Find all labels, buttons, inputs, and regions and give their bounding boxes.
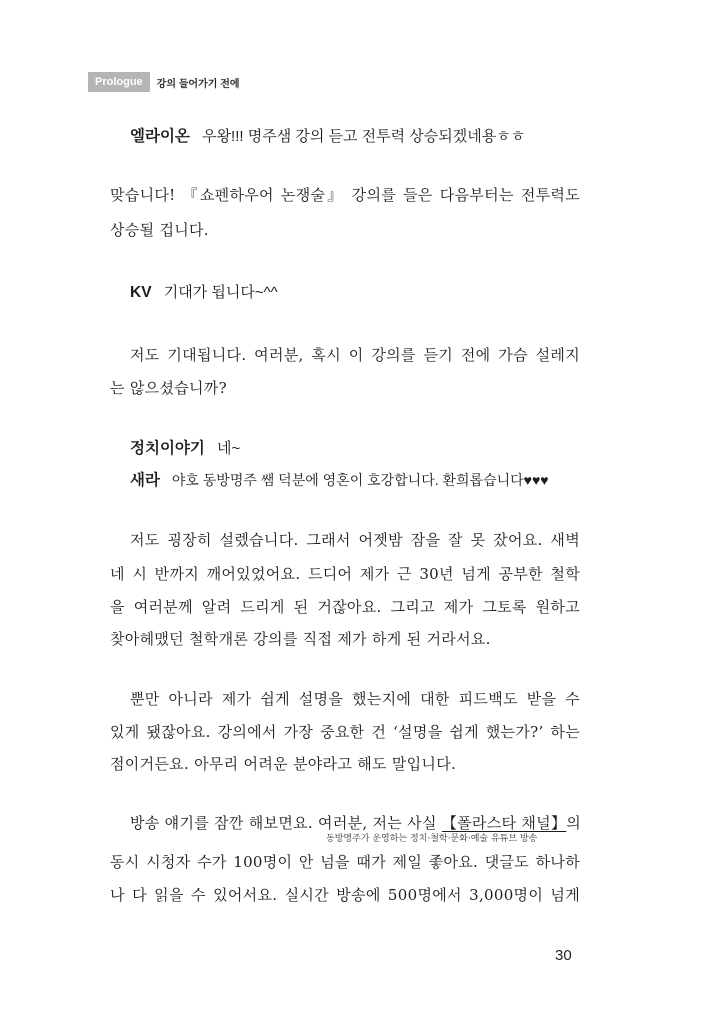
speaker-name: 정치이야기 [130, 440, 205, 457]
speaker-name: KV [130, 284, 152, 301]
paragraph-line: 뿐만 아니라 제가 쉽게 설명을 했는지에 대한 피드백도 받을 수 [130, 690, 580, 708]
paragraph-line: 찾아헤맸던 철학개론 강의를 직접 제가 하게 된 거라서요. [110, 630, 491, 648]
dialog-text: 기대가 됩니다~^^ [163, 284, 278, 301]
chapter-title: 강의 들어가기 전에 [156, 78, 240, 90]
paragraph-line: 나 다 읽을 수 있어서요. 실시간 방송에 500명에서 3,000명이 넘게 [110, 886, 580, 904]
gloss-note: 동방명주가 운영하는 정치·철학·문화·예술 유튜브 방송 [326, 834, 538, 844]
paragraph-line [130, 812, 580, 833]
paragraph-line: 상승될 겁니다. [110, 221, 209, 239]
paragraph-line: 있게 됐잖아요. 강의에서 가장 중요한 건 ‘설명을 쉽게 했는가?’ 하는 [110, 723, 580, 741]
paragraph-line: 점이거든요. 아무리 어려운 분야라고 해도 말입니다. [110, 755, 457, 773]
text-run: 의 [566, 814, 582, 832]
paragraph-line: 저도 기대됩니다. 여러분, 혹시 이 강의를 듣기 전에 가슴 설레지 [130, 346, 580, 364]
paragraph-line: 맞습니다! 『쇼펜하우어 논쟁술』 강의를 들은 다음부터는 전투력도 [110, 186, 580, 204]
dialog-text: 네~ [217, 440, 241, 457]
dialog-text: 야호 동방명주 쌤 덕분에 영혼이 호강합니다. 환희롭습니다♥♥♥ [171, 472, 549, 488]
paragraph-line: 저도 굉장히 설렜습니다. 그래서 어젯밤 잠을 잘 못 잤어요. 새벽 [130, 531, 580, 549]
dialog-line [130, 436, 240, 458]
speaker-name: 엘라이온 [130, 128, 190, 145]
channel-name: 【폴라스타 채널】 [441, 814, 567, 832]
paragraph-line: 는 않으셨습니까? [110, 379, 227, 397]
paragraph-line: 을 여러분께 알려 드리게 된 거잖아요. 그리고 제가 그토록 원하고 [110, 598, 580, 616]
section-tag: Prologue [88, 72, 150, 92]
dialog-line [130, 281, 278, 302]
dialog-line [130, 468, 549, 490]
dialog-text: 우왕!!! 명주샘 강의 듣고 전투력 상승되겠네용ㅎㅎ [202, 128, 526, 145]
paragraph-line: 동시 시청자 수가 100명이 안 넘을 때가 제일 좋아요. 댓글도 하나하 [110, 853, 580, 871]
text-run: 방송 얘기를 잠깐 해보면요. 여러분, 저는 사실 [130, 814, 442, 832]
page-number: 30 [555, 947, 572, 964]
dialog-line [130, 124, 525, 146]
running-header [88, 72, 240, 92]
speaker-name: 새라 [130, 472, 160, 489]
paragraph-line: 네 시 반까지 깨어있었어요. 드디어 제가 근 30년 넘게 공부한 철학 [110, 565, 580, 583]
